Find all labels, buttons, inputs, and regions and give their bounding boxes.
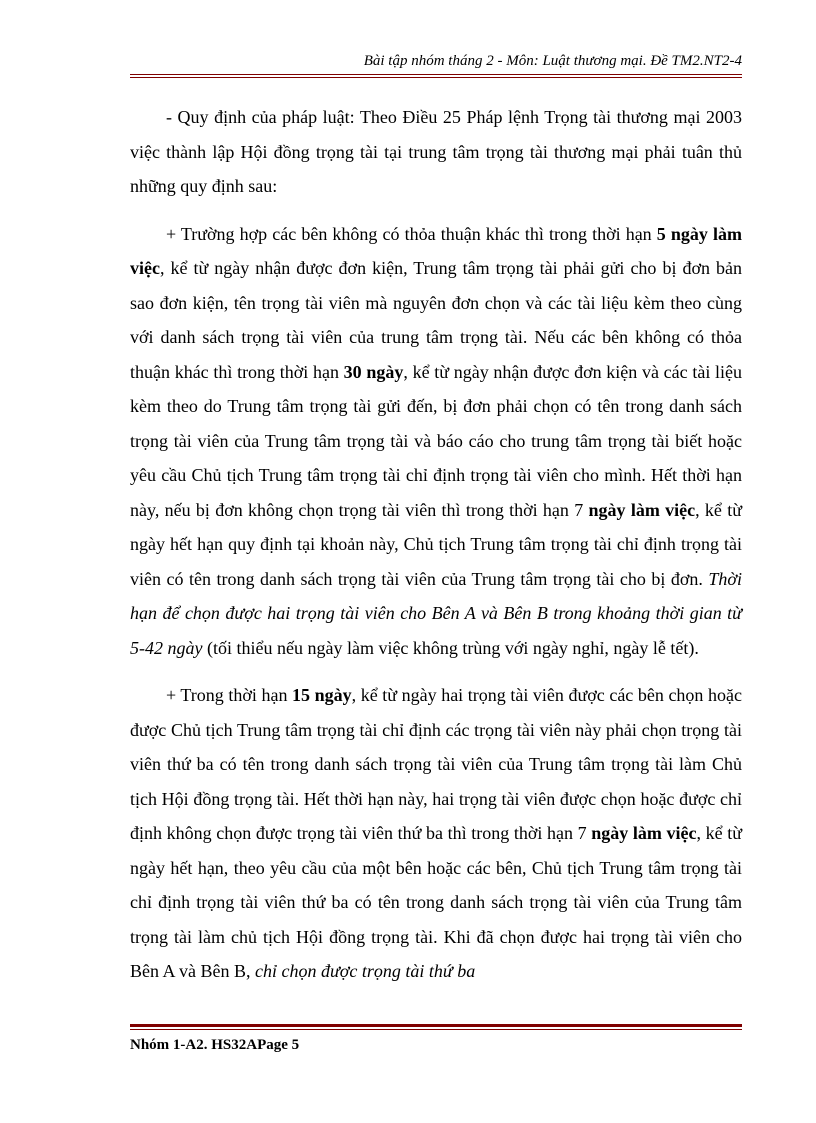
footer-divider [130, 1024, 742, 1027]
text-segment: , kể từ ngày hết hạn quy định tại khoản này, Chủ tịch Trung tâm trọng tài chỉ định trọng tài viên có tên trong danh sách trọng tài viên của Trung tâm trọng tài cho bị đơn. [130, 499, 742, 589]
bold-segment: ngày làm việc [591, 823, 697, 843]
text-segment: (tối thiểu nếu ngày làm việc không trùng với ngày nghỉ, ngày lễ tết). [202, 637, 699, 658]
bold-segment: 30 ngày [343, 361, 404, 382]
text-segment: , kể từ ngày hết hạn, theo yêu cầu của một bên hoặc các bên, Chủ tịch Trung tâm trọng tài chỉ định trọng tài viên thứ ba có tên trong danh sách trọng tài viên của Trung tâm trọng tài làm chủ tịch Hội đồng trọng tài. Khi đã chọn được hai trọng tài viên cho Bên A và Bên B, [130, 823, 742, 981]
text-segment: + Trường hợp các bên không có thỏa thuận khác thì trong thời hạn [166, 223, 657, 244]
text-segment: , kể từ ngày nhận được đơn kiện, Trung tâm trọng tài phải gửi cho bị đơn bản sao đơn kiện, tên trọng tài viên mà nguyên đơn chọn và các tài liệu kèm theo cùng với danh sách trọng tài viên của trung tâm trọng tài. Nếu các bên không có thỏa thuận khác thì trong thời hạn [130, 258, 742, 382]
page-header [130, 52, 742, 75]
text-segment: , kể từ ngày nhận được đơn kiện và các tài liệu kèm theo do Trung tâm trọng tài gửi đến, bị đơn phải chọn có tên trong danh sách trọng tài viên của Trung tâm trọng tài và báo cáo cho trung tâm trọng tài biết hoặc yêu cầu Chủ tịch Trung tâm trọng tài chỉ định trọng tài viên cho mình. Hết thời hạn này, nếu bị đơn không chọn trọng tài viên thì trong thời hạn 7 [130, 361, 743, 520]
page-footer [130, 1036, 299, 1054]
header-text: Bài tập nhóm tháng 2 - Môn: Luật thương mại. Đề TM2.NT2-4 [363, 53, 742, 69]
text-segment: + Trong thời hạn [166, 685, 293, 705]
paragraph-legal-basis [130, 100, 742, 204]
footer-text: Nhóm 1-A2. HS32APage 5 [130, 1037, 300, 1053]
paragraph-third-arbitrator [130, 678, 742, 989]
bold-segment: 15 ngày [292, 685, 352, 705]
bold-segment: ngày làm việc [588, 499, 696, 520]
text-segment: , kể từ ngày hai trọng tài viên được các bên chọn hoặc được Chủ tịch Trung tâm trọng tài chỉ định các trọng tài viên này phải chọn trọng tài viên thứ ba có tên trong danh sách trọng tài viên của Trung tâm trọng tài làm Chủ tịch Hội đồng trọng tài. Hết thời hạn này, hai trọng tài viên được chọn hoặc được chỉ định không chọn được trọng tài viên thứ ba thì trong thời hạn 7 [130, 685, 742, 843]
paragraph-first-two-arbitrators [130, 217, 742, 666]
text-segment: - Quy định của pháp luật: Theo Điều 25 Pháp lệnh Trọng tài thương mại 2003 việc thành lập Hội đồng trọng tài tại trung tâm trọng tài thương mại phải tuân thủ những quy định sau: [130, 107, 742, 196]
italic-segment: chỉ chọn được trọng tài thứ ba [255, 961, 476, 981]
italic-segment: Thời hạn để chọn được hai trọng tài viên cho Bên A và Bên B trong khoảng thời gian từ 5-42 ngày [130, 568, 742, 658]
bold-segment: 5 ngày làm việc [130, 223, 743, 278]
document-body [130, 100, 742, 989]
